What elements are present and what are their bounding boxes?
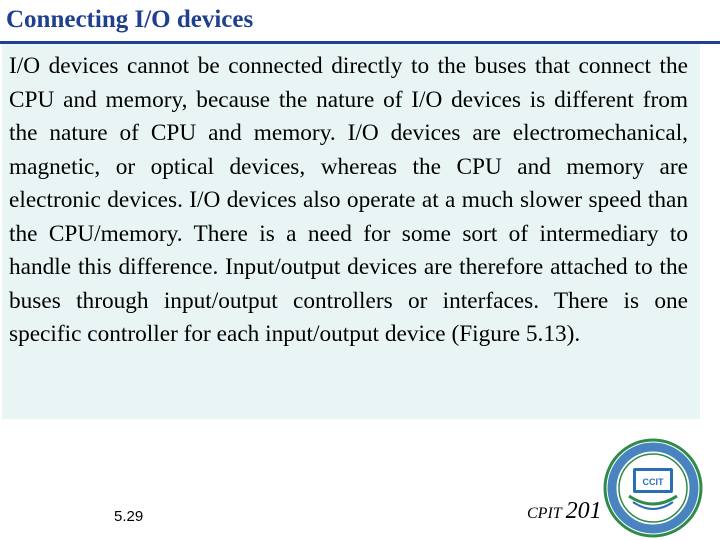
course-name: CPIT [527,505,562,522]
slide-title: Connecting I/O devices [6,6,254,33]
body-paragraph: I/O devices cannot be connected directly to the buses that connect the CPU and memory, because the nature of I/O devices is different from the nature of CPU and memory. I/O devices are electromechanical, magnetic, or optical devices, whereas the CPU and memory are electronic devices. I/O devices also operate at a much slower speed than the CPU/memory. There is a need for some sort of intermediary to handle this difference. Input/output devices are therefore attached to the buses through input/output controllers or interfaces. There is one specific controller for each input/output device (Figure 5.13). [9,53,688,347]
course-label [527,498,602,525]
logo-label: CCIT [642,477,664,487]
page-number: 5.29 [114,508,144,525]
course-code: 201 [565,498,602,524]
body-text-box [2,44,700,419]
university-seal-icon [603,438,703,538]
